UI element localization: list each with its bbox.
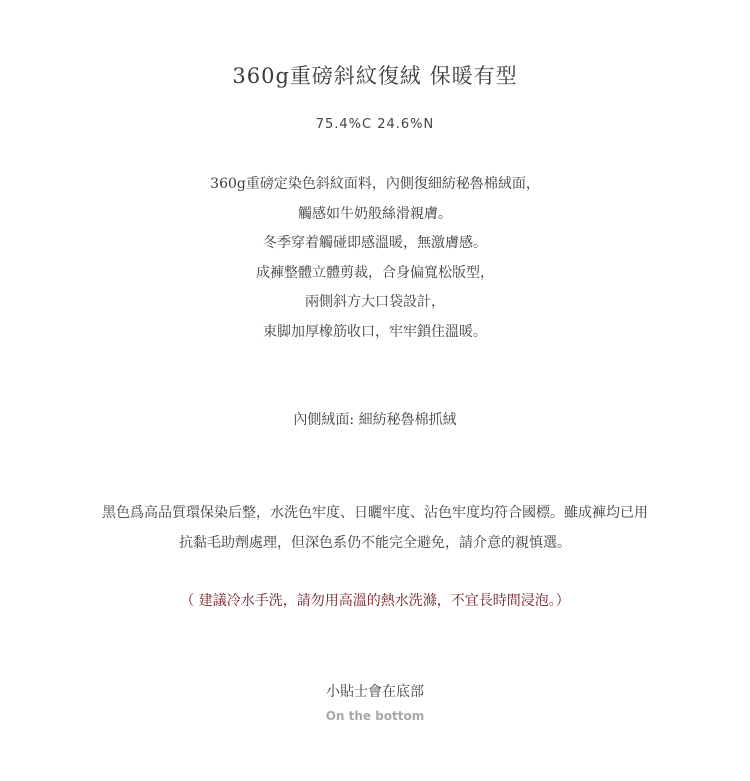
description-line: 成褲整體立體剪裁，合身偏寬松版型， <box>256 264 494 281</box>
description-line: 360g重磅定染色斜紋面料，內側復細紡秘魯棉絨面， <box>210 176 540 192</box>
tips-label: 小貼士會在底部 <box>326 684 424 700</box>
tips-label-english: On the bottom <box>325 709 425 723</box>
care-notice <box>0 498 750 558</box>
product-description <box>0 170 750 348</box>
wash-instruction: （ 建議冷水手洗，請勿用高溫的熱水洗滌，不宜長時間浸泡。） <box>180 593 570 609</box>
care-line: 抗黏毛助劑處理，但深色系仍不能完全避免，請介意的親慎選。 <box>179 535 571 551</box>
description-line: 束脚加厚橡筋收口，牢牢鎖住溫暖。 <box>263 323 487 340</box>
fabric-composition: 75.4%C 24.6%N <box>315 117 435 132</box>
product-title: 360g重磅斜紋復絨 保暖有型 <box>232 64 518 88</box>
description-line: 冬季穿着觸碰即感溫暖，無激膚感。 <box>263 235 487 252</box>
care-line: 黑色爲高品質環保染后整，水洗色牢度、日曬牢度、沾色牢度均符合國標。雖成褲均已用 <box>102 505 648 521</box>
description-line: 觸感如牛奶般絲滑親膚。 <box>298 205 452 222</box>
description-line: 兩側斜方大口袋設計， <box>305 294 445 311</box>
lining-info: 內側絨面: 細紡秘魯棉抓絨 <box>293 412 457 428</box>
